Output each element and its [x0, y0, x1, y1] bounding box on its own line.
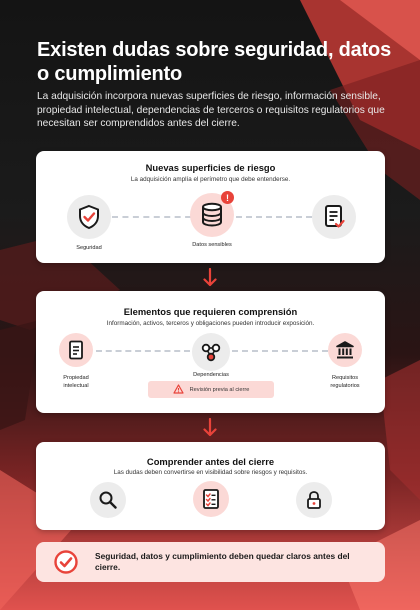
check-circle-icon — [54, 550, 78, 574]
connector-line — [96, 350, 190, 352]
node-compliance — [312, 195, 356, 239]
header — [37, 38, 397, 131]
warning-text: Revisión previa al cierre — [189, 386, 250, 393]
warning-pill — [148, 381, 274, 398]
conclusion-banner — [36, 542, 385, 582]
card-title: Nuevas superficies de riesgo — [145, 162, 276, 173]
document-icon — [67, 340, 85, 360]
node-security — [67, 195, 111, 239]
checklist-icon — [201, 488, 221, 510]
card-risk-surfaces — [36, 151, 385, 263]
card-understand — [36, 442, 385, 530]
shield-icon — [77, 204, 101, 230]
conclusion-text: Seguridad, datos y cumplimiento deben quedar claros antes del cierre. — [95, 551, 350, 572]
lock-icon — [305, 490, 323, 510]
search-icon — [98, 490, 118, 510]
page-subtitle: La adquisición incorpora nuevas superficies de riesgo, información sensible, propiedad intelectual, dependencias de terceros o requisitos regulatorios que necesitan ser comprendidos antes del cierre. — [37, 91, 385, 129]
node-label-intellectual-property: Propiedad intelectual — [63, 375, 89, 389]
card-title: Comprender antes del cierre — [146, 456, 275, 467]
connector-line — [232, 350, 328, 352]
card-subtitle: Información, activos, terceros y obligaciones pueden introducir exposición. — [106, 320, 315, 327]
document-check-icon — [322, 204, 346, 230]
node-search — [90, 482, 126, 518]
node-label-sensitive-data: Datos sensibles — [192, 242, 232, 248]
card-subtitle: La adquisición amplía el perímetro que debe entenderse. — [130, 176, 291, 183]
alert-badge: ! — [221, 191, 234, 204]
node-label-dependencies: Dependencias — [193, 372, 229, 378]
connector-line — [236, 216, 312, 218]
node-checklist — [193, 481, 229, 517]
card-elements — [36, 291, 385, 413]
node-intellectual-property — [59, 333, 93, 367]
node-lock — [296, 482, 332, 518]
bank-icon — [335, 340, 355, 360]
node-label-security: Seguridad — [76, 245, 102, 251]
card-title: Elementos que requieren comprensión — [123, 306, 298, 317]
node-label-regulatory: Requisitos regulatorios — [330, 375, 360, 389]
card-subtitle: Las dudas deben convertirse en visibilidad sobre riesgos y requisitos. — [113, 469, 308, 476]
node-dependencies — [192, 333, 230, 371]
warning-triangle-icon — [173, 381, 184, 399]
network-icon — [200, 342, 222, 362]
database-icon — [200, 202, 224, 228]
page-title: Existen dudas sobre seguridad, datos o cumplimiento — [37, 39, 392, 85]
flow-arrow — [203, 418, 217, 443]
flow-arrow — [203, 268, 217, 293]
node-regulatory — [328, 333, 362, 367]
